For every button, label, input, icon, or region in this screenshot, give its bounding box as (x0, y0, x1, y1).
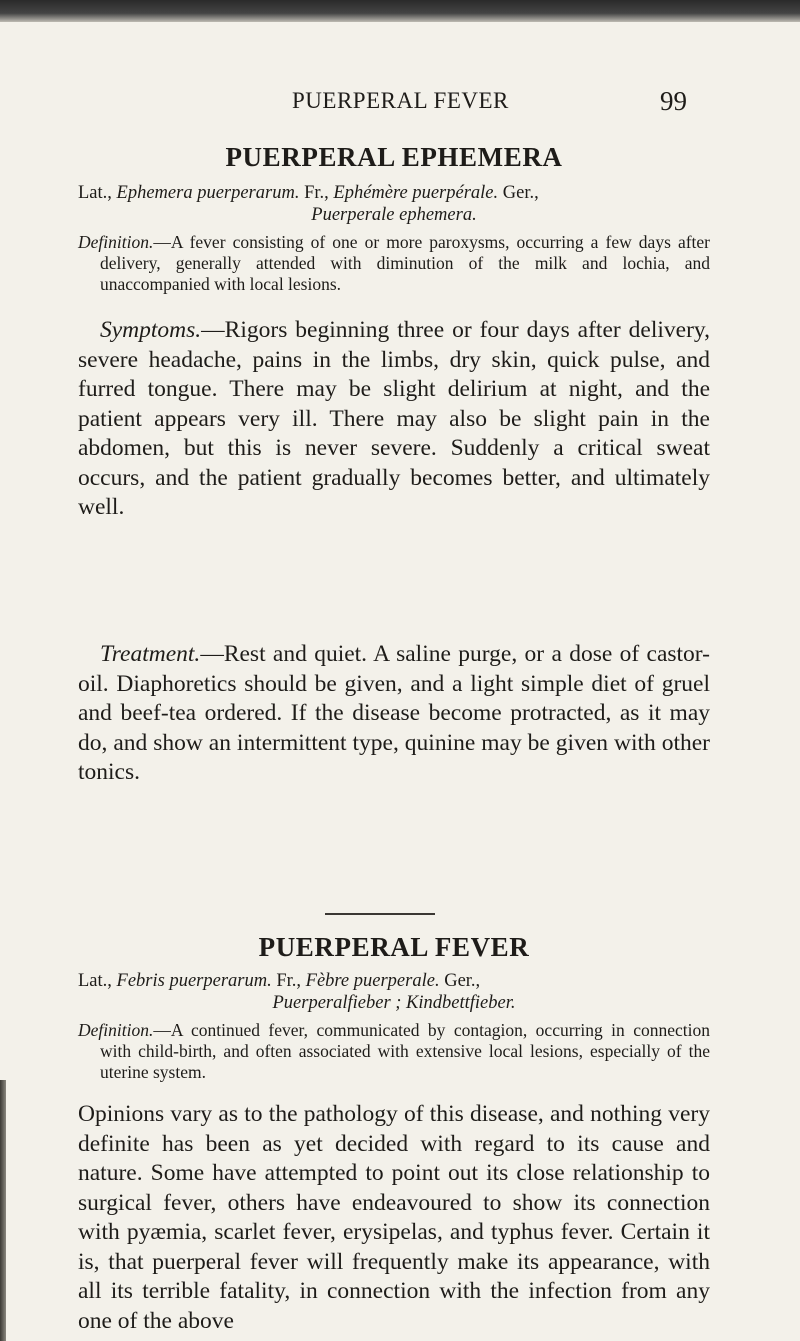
body-paragraph (78, 1100, 710, 1336)
latin-label: Lat., (78, 183, 117, 203)
definition-text: —A fever consisting of one or more paroxysms, occurring a few days after delivery, generally attended with diminution of the milk and lochia, and unaccompanied with local lesions. (100, 232, 710, 294)
section-puerperal-ephemera (78, 142, 710, 173)
body-text: Opinions vary as to the pathology of this disease, and nothing very definite has been as yet decided with regard to its cause and nature. Some have attempted to point out its close relationship to surgical fever, others have endeavoured to show its connection with pyæmia, scarlet fever, erysipelas, and typhus fever. Certain it is, that puerperal fever will frequently make its appearance, with all its terrible fatality, in connection with the infection from any one of the above (78, 1101, 710, 1334)
german-label: Ger., (498, 183, 539, 203)
section-divider (325, 913, 435, 915)
symptoms-label: Symptoms. (100, 317, 202, 343)
symptoms-text: —Rigors beginning three or four days after delivery, severe headache, pains in the limbs, dry skin, quick pulse, and furred tongue. There may be slight delirium at night, and the patient appears very ill. There may also be slight pain in the abdomen, but this is never severe. Suddenly a critical sweat occurs, and the patient gradually becomes better, and ultimately well. (78, 317, 710, 520)
treatment-paragraph (78, 640, 710, 788)
french-name: Fèbre puerperale. (305, 971, 440, 991)
scan-top-edge (0, 0, 800, 22)
treatment-label: Treatment. (100, 641, 201, 667)
definition-label: Definition. (78, 232, 154, 252)
latin-name: Ephemera puerperarum. (116, 183, 300, 203)
french-label: Fr., (299, 183, 334, 203)
section-puerperal-fever (78, 932, 710, 963)
latin-label: Lat., (78, 971, 117, 991)
running-head-title: PUERPERAL FEVER (292, 88, 509, 113)
page-number: 99 (660, 86, 687, 116)
synonyms-block (78, 970, 710, 1014)
treatment-text: —Rest and quiet. A saline purge, or a dose of castor-oil. Diaphoretics should be given, and a light simple diet of gruel and beef-tea ordered. If the disease become protracted, as it may do, and show an intermittent type, quinine may be given with other tonics. (78, 641, 710, 785)
running-head (0, 86, 800, 122)
definition-block (78, 1020, 710, 1083)
german-name: Puerperalfieber ; Kindbettfieber. (272, 993, 516, 1013)
scan-binding-edge (0, 1080, 6, 1341)
definition-block (78, 232, 710, 295)
latin-name: Febris puerperarum. (116, 971, 272, 991)
german-name: Puerperale ephemera. (311, 205, 477, 225)
german-label: Ger., (439, 971, 481, 991)
definition-label: Definition. (78, 1020, 154, 1040)
section-heading: PUERPERAL EPHEMERA (225, 142, 563, 172)
section-heading: PUERPERAL FEVER (258, 932, 530, 962)
french-label: Fr., (271, 971, 306, 991)
definition-text: —A continued fever, communicated by contagion, occurring in connection with child-birth, and often associated with extensive local lesions, especially of the uterine system. (100, 1020, 710, 1082)
french-name: Ephémère puerpérale. (333, 183, 499, 203)
synonyms-block (78, 182, 710, 226)
symptoms-paragraph (78, 316, 710, 523)
